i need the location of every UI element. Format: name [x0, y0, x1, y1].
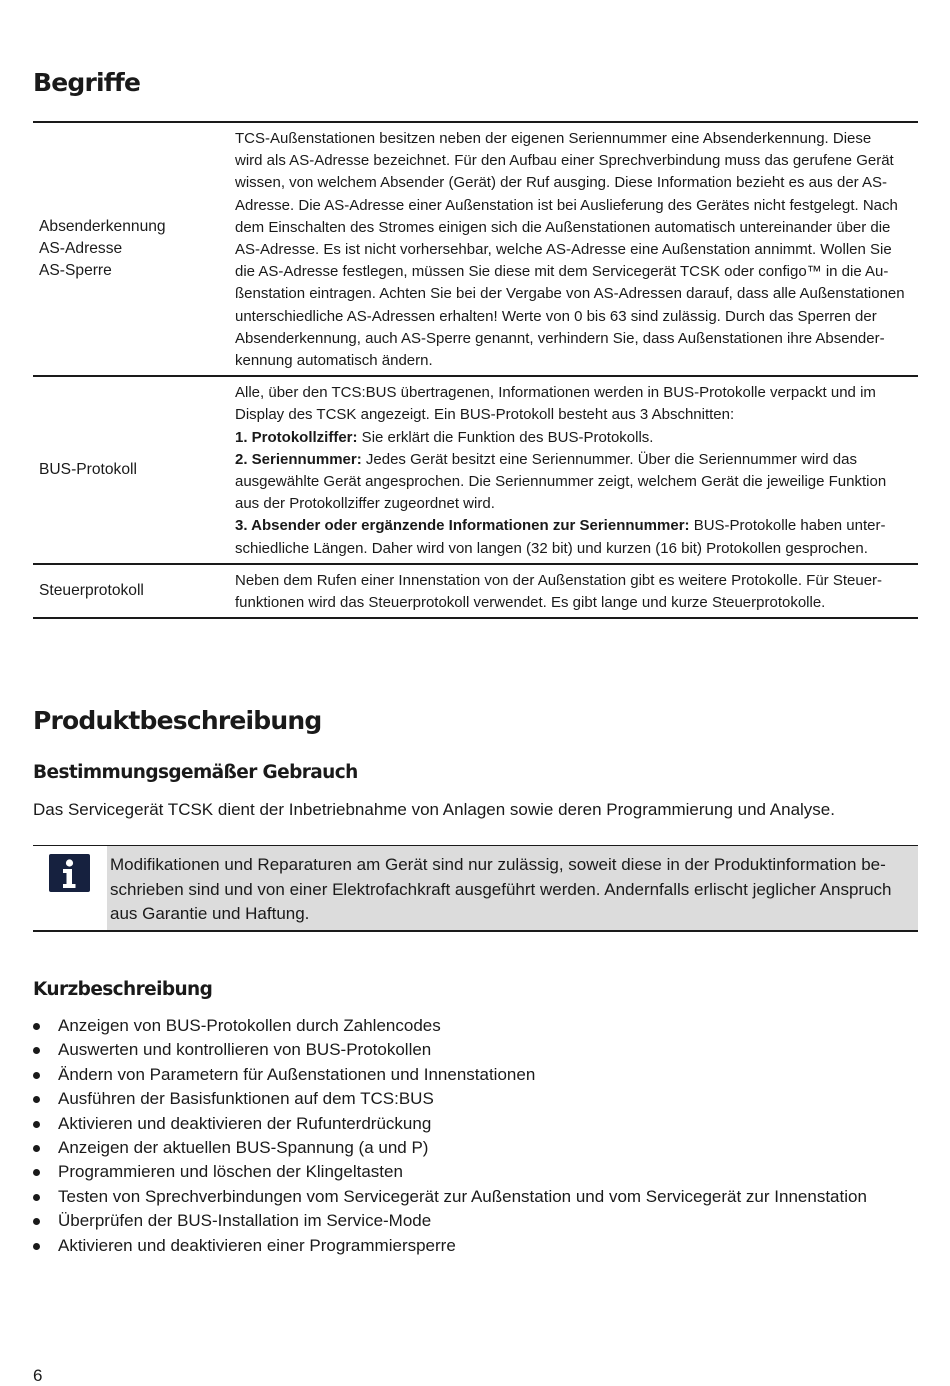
list-item — [33, 1160, 867, 1184]
bullet-icon — [33, 1194, 40, 1201]
description-line: wird als AS-Adresse bezeichnet. Für den Aufbau einer Sprechverbindung muss das gerufene Gerät — [235, 152, 894, 170]
item-text: Sie erklärt die Funktion des BUS-Protokolls. — [357, 428, 654, 446]
list-item — [33, 1112, 867, 1136]
list-item — [33, 1063, 867, 1087]
bullet-icon — [33, 1072, 40, 1079]
list-item-text: Auswerten und kontrollieren von BUS-Protokollen — [58, 1040, 432, 1060]
description-line: Neben dem Rufen einer Innenstation von der Außenstation gibt es weitere Protokolle. Für Steuer- — [235, 571, 883, 589]
description-line — [235, 449, 918, 471]
list-item — [33, 1136, 867, 1160]
term-description — [235, 377, 918, 563]
terms-table — [33, 121, 918, 619]
description-line: ßenstation eintragen. Achten Sie bei der Vergabe von AS-Adressen darauf, dass alle Außenstationen — [235, 285, 905, 303]
term-label: BUS-Protokoll — [39, 461, 137, 479]
description-line: Alle, über den TCS:BUS übertragenen, Informationen werden in BUS-Protokolle verpackt und im — [235, 384, 876, 402]
description-line: dem Einschalten des Stromes einigen sich die Außenstationen automatisch untereinander über die — [235, 218, 891, 236]
list-item-text: Aktivieren und deaktivieren einer Programmiersperre — [58, 1235, 456, 1255]
heading-produktbeschreibung: Produktbeschreibung — [33, 706, 322, 735]
info-icon-glyph — [49, 854, 90, 892]
description-line: TCS-Außenstationen besitzen neben der eigenen Seriennummer eine Absenderkennung. Diese — [235, 130, 872, 147]
description-line: ausgewählte Gerät angesprochen. Die Seriennummer zeigt, welchem Gerät die jeweilige Funktion — [235, 473, 887, 491]
bullet-icon — [33, 1145, 40, 1152]
bullet-icon — [33, 1023, 40, 1030]
term-cell — [33, 377, 235, 563]
term-label: AS-Sperre — [39, 262, 112, 280]
description-line: wissen, von welchem Absender (Gerät) der Ruf ausging. Diese Information bezieht es aus der AS- — [235, 174, 887, 192]
table-row — [33, 377, 918, 565]
list-item-text: Testen von Sprechverbindungen vom Servicegerät zur Außenstation und vom Servicegerät zur Innenstation — [58, 1186, 867, 1206]
list-item-text: Aktivieren und deaktivieren der Rufunterdrückung — [58, 1113, 432, 1133]
list-item — [33, 1014, 867, 1038]
list-item-text: Ausführen der Basisfunktionen auf dem TCS:BUS — [58, 1089, 434, 1109]
description-line — [235, 515, 918, 537]
term-cell — [33, 123, 235, 375]
description-line: aus der Protokollziffer zugeordnet wird. — [235, 495, 495, 513]
description-line: kennung automatisch ändern. — [235, 352, 433, 370]
note-text — [107, 846, 918, 930]
list-item — [33, 1038, 867, 1062]
item-label: 2. Seriennummer: — [235, 450, 362, 468]
table-row — [33, 565, 918, 619]
list-item — [33, 1185, 867, 1209]
bullet-icon — [33, 1218, 40, 1225]
item-text: Jedes Gerät besitzt eine Seriennummer. Über die Seriennummer wird das — [361, 450, 857, 468]
description-line — [235, 427, 918, 449]
list-item — [33, 1209, 867, 1233]
item-label: 1. Protokollziffer: — [235, 428, 358, 446]
list-item — [33, 1234, 867, 1258]
list-item-text: Ändern von Parametern für Außenstationen und Innenstationen — [58, 1064, 536, 1084]
description-line: Display des TCSK angezeigt. Ein BUS-Protokoll besteht aus 3 Abschnitten: — [235, 406, 735, 424]
description-line: unterschiedliche AS-Adressen erhalten! Werte von 0 bis 63 sind zulässig. Durch das Sperren der — [235, 307, 877, 325]
list-item-text: Programmieren und löschen der Klingeltasten — [58, 1162, 403, 1182]
note-line: aus Garantie und Haftung. — [110, 904, 310, 923]
description-line: Absenderkennung, auch AS-Sperre genannt, verhindern Sie, dass Außenstationen ihre Absender- — [235, 329, 885, 347]
term-description — [235, 123, 918, 375]
term-label: AS-Adresse — [39, 240, 123, 258]
info-note — [33, 845, 918, 932]
heading-kurzbeschreibung: Kurzbeschreibung — [33, 979, 213, 1000]
heading-bestimmungsgemaesser-gebrauch: Bestimmungsgemäßer Gebrauch — [33, 762, 358, 783]
bullet-icon — [33, 1121, 40, 1128]
info-icon — [49, 854, 90, 892]
list-item-text: Überprüfen der BUS-Installation im Service-Mode — [58, 1211, 432, 1231]
description-line: schiedliche Längen. Daher wird von langen (32 bit) und kurzen (16 bit) Protokollen gesprochen. — [235, 539, 868, 557]
list-item-text: Anzeigen der aktuellen BUS-Spannung (a und P) — [58, 1138, 429, 1158]
heading-begriffe: Begriffe — [33, 68, 141, 97]
term-label: Absenderkennung — [39, 218, 166, 236]
bullet-icon — [33, 1047, 40, 1054]
note-icon-column — [33, 846, 107, 930]
bullet-icon — [33, 1169, 40, 1176]
note-line: Modifikationen und Reparaturen am Gerät sind nur zulässig, soweit diese in der Produktinformation be- — [110, 855, 886, 874]
note-line: schrieben sind und von einer Elektrofachkraft ausgeführt werden. Andernfalls erlischt jeglicher Anspruch — [110, 879, 892, 899]
bullet-icon — [33, 1243, 40, 1250]
page-number: 6 — [33, 1366, 43, 1385]
item-text: BUS-Protokolle haben unter- — [689, 517, 886, 535]
description-line: AS-Adresse. Es ist nicht vorhersehbar, welche AS-Adresse eine Außenstation annimmt. Wollen Sie — [235, 241, 892, 259]
table-row — [33, 123, 918, 377]
term-cell — [33, 565, 235, 617]
term-description — [235, 565, 918, 617]
intended-use-text: Das Servicegerät TCSK dient der Inbetriebnahme von Anlagen sowie deren Programmierung und Analyse. — [33, 800, 835, 819]
feature-list — [33, 1014, 867, 1258]
term-label: Steuerprotokoll — [39, 582, 144, 600]
bullet-icon — [33, 1096, 40, 1103]
item-label: 3. Absender oder ergänzende Informationen zur Seriennummer: — [235, 517, 690, 535]
description-line: Adresse. Die AS-Adresse einer Außenstation ist bei Auslieferung des Gerätes nicht festgelegt. Nach — [235, 196, 898, 214]
description-line: die AS-Adresse festlegen, müssen Sie diese mit dem Servicegerät TCSK oder configo™ in die Au- — [235, 263, 889, 281]
list-item-text: Anzeigen von BUS-Protokollen durch Zahlencodes — [58, 1016, 441, 1035]
list-item — [33, 1087, 867, 1111]
description-line: funktionen wird das Steuerprotokoll verwendet. Es gibt lange und kurze Steuerprotokolle. — [235, 594, 826, 612]
